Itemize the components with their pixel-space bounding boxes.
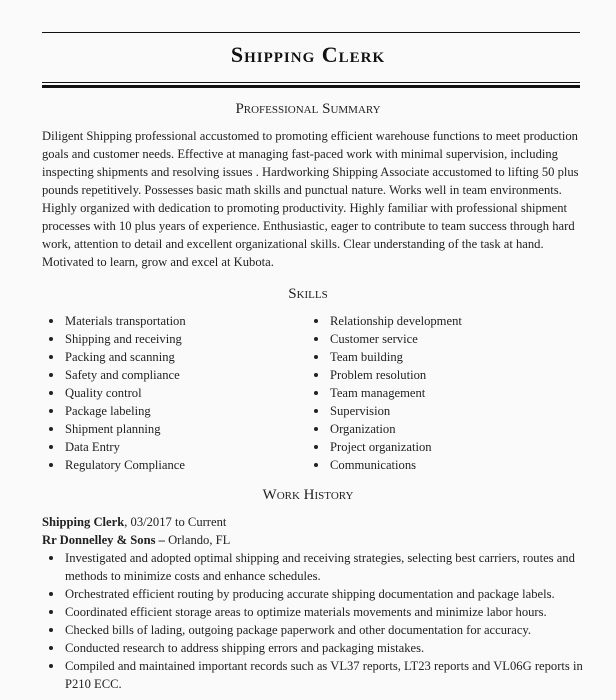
skill-item: Customer service — [308, 330, 462, 348]
job-location: Orlando, FL — [164, 533, 231, 547]
resume-title: Shipping Clerk — [230, 42, 386, 67]
job-dates: , 03/2017 to Current — [124, 515, 227, 529]
skill-item: Team management — [308, 384, 462, 402]
skill-item: Team building — [308, 348, 462, 366]
skill-item: Quality control — [43, 384, 186, 402]
skill-item: Materials transportation — [43, 312, 186, 330]
skill-item: Project organization — [308, 438, 462, 456]
skill-item: Problem resolution — [308, 366, 462, 384]
skill-item: Supervision — [308, 402, 462, 420]
job-bullet: Coordinated efficient storage areas to optimize materials movements and minimize labor hours. — [43, 603, 583, 621]
job-title-line — [42, 513, 226, 531]
job-bullet: Investigated and adopted optimal shipping and receiving strategies, selecting best carriers, routes and methods to minimize costs and enhance schedules. — [43, 549, 583, 585]
job-bullets — [43, 549, 583, 693]
job-bullet: Conducted research to address shipping errors and packaging mistakes. — [43, 639, 583, 657]
skill-item: Data Entry — [43, 438, 186, 456]
skill-item: Package labeling — [43, 402, 186, 420]
skill-item: Communications — [308, 456, 462, 474]
job-bullet: Checked bills of lading, outgoing package paperwork and other documentation for accuracy. — [43, 621, 583, 639]
summary-heading: Professional Summary — [235, 101, 381, 117]
skills-heading: Skills — [288, 286, 328, 302]
job-bullet: Compiled and maintained important records such as VL37 reports, LT23 reports and VL06G reports in P210 ECC. — [43, 657, 583, 693]
title-rule-thin — [42, 82, 580, 83]
top-rule — [42, 32, 580, 33]
skill-item: Safety and compliance — [43, 366, 186, 384]
skill-item: Shipment planning — [43, 420, 186, 438]
job-bullet: Orchestrated efficient routing by producing accurate shipping documentation and package labels. — [43, 585, 583, 603]
skill-item: Organization — [308, 420, 462, 438]
skill-item: Shipping and receiving — [43, 330, 186, 348]
job-company-line — [42, 531, 230, 549]
work-heading: Work History — [262, 487, 354, 503]
summary-text: Diligent Shipping professional accustomed to promoting efficient warehouse functions to meet production goals and customer needs. Effective at managing fast-paced work with minimal supervision, including inspecting shipments and resolving issues . Hardworking Shipping Associate accustomed to lifting 50 plus pounds repetitively. Possesses basic math skills and punctual nature. Works well in team environments. Highly organized with dedication to promoting productivity. Highly familiar with professional shipment processes with 10 plus years of experience. Enthusiastic, eager to contribute to team success through hard work, attention to detail and excellent organizational skills. Clear understanding of the task at hand. Motivated to learn, grow and excel at Kubota. — [42, 129, 579, 269]
skill-item: Packing and scanning — [43, 348, 186, 366]
skill-item: Regulatory Compliance — [43, 456, 186, 474]
skills-right-list — [308, 312, 462, 474]
skill-item: Relationship development — [308, 312, 462, 330]
job-title: Shipping Clerk — [42, 515, 125, 529]
title-rule-thick — [42, 85, 580, 88]
skills-left-list — [43, 312, 186, 474]
job-company: Rr Donnelley & Sons – — [42, 533, 165, 547]
